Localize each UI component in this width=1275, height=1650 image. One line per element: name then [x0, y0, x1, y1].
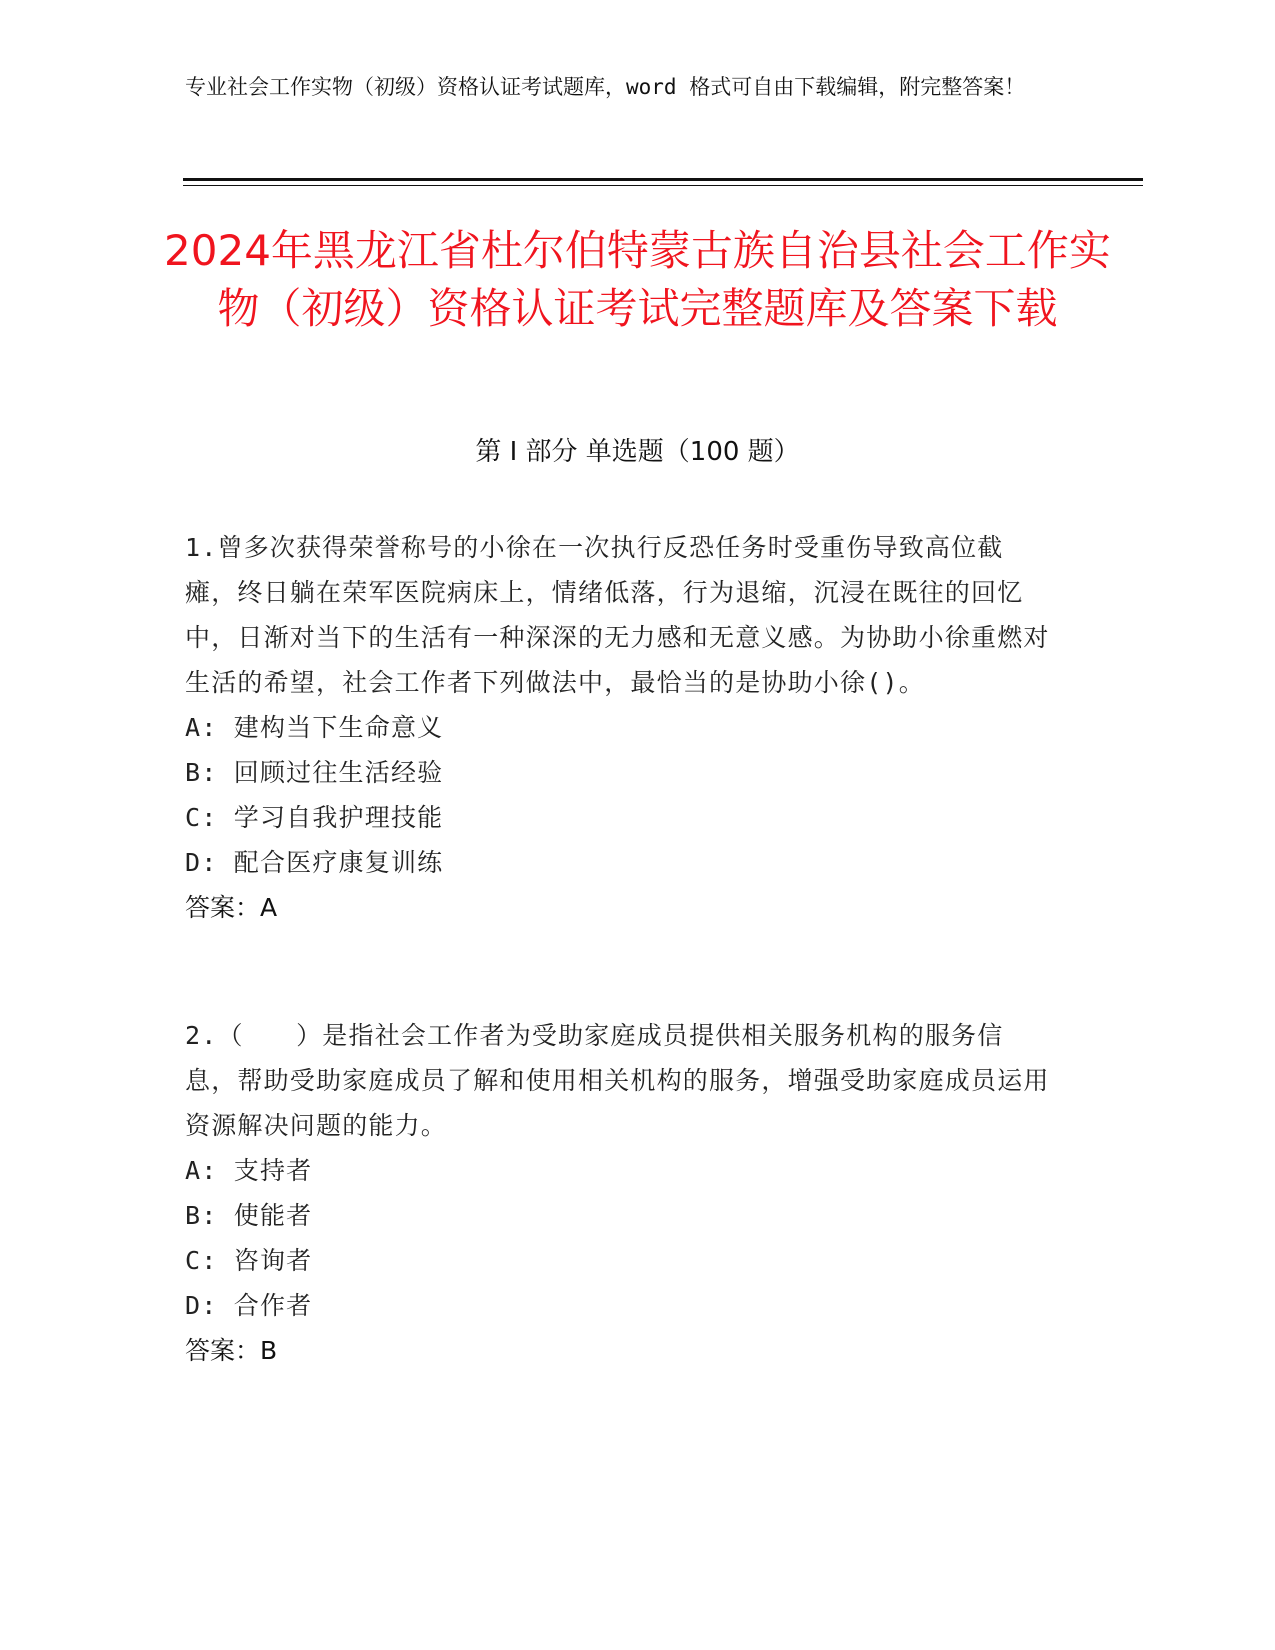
option-c: C: 咨询者: [185, 1246, 313, 1275]
header-divider-thick: [183, 178, 1143, 181]
question-1: [185, 525, 1050, 930]
option-a: A: 支持者: [185, 1156, 313, 1185]
document-title: 2024年黑龙江省杜尔伯特蒙古族自治县社会工作实物（初级）资格认证考试完整题库及答案下载: [164, 226, 1111, 333]
question-stem: 1.曾多次获得荣誉称号的小徐在一次执行反恐任务时受重伤导致高位截瘫，终日躺在荣军医院病床上，情绪低落，行为退缩，沉浸在既往的回忆中，日渐对当下的生活有一种深深的无力感和无意义感。为协助小徐重燃对生活的希望，社会工作者下列做法中，最恰当的是协助小徐()。: [185, 533, 1050, 697]
section-heading: 第 I 部分 单选题（100 题）: [475, 437, 800, 467]
header-note: 专业社会工作实物（初级）资格认证考试题库，word 格式可自由下载编辑，附完整答案！: [185, 75, 1026, 99]
option-b: B: 回顾过往生活经验: [185, 758, 444, 787]
option-d: D: 合作者: [185, 1291, 313, 1320]
option-d: D: 配合医疗康复训练: [185, 848, 444, 877]
answer: 答案：A: [185, 893, 278, 922]
option-b: B: 使能者: [185, 1201, 313, 1230]
option-c: C: 学习自我护理技能: [185, 803, 444, 832]
option-a: A: 建构当下生命意义: [185, 713, 444, 742]
answer: 答案：B: [185, 1336, 278, 1365]
question-stem: 2.（ ）是指社会工作者为受助家庭成员提供相关服务机构的服务信息，帮助受助家庭成员了解和使用相关机构的服务，增强受助家庭成员运用资源解决问题的能力。: [185, 1021, 1050, 1140]
header-divider-thin: [183, 185, 1143, 186]
question-2: [185, 1013, 1050, 1373]
